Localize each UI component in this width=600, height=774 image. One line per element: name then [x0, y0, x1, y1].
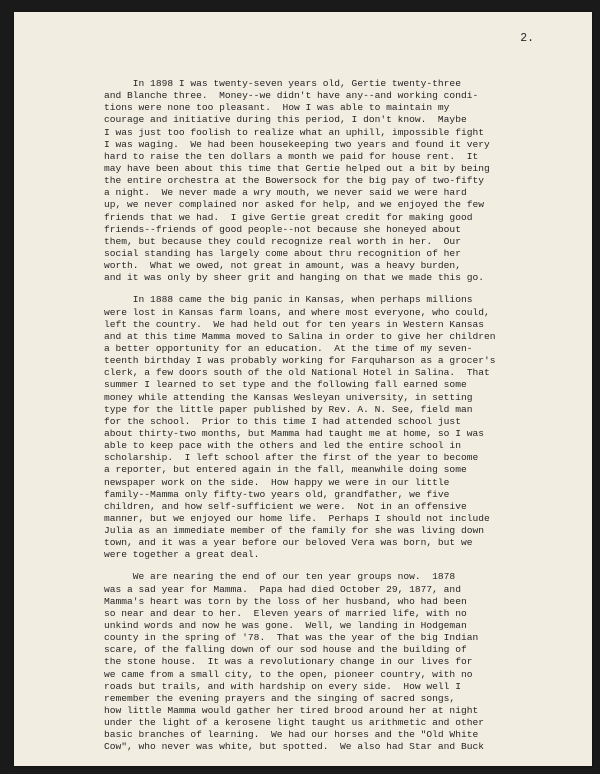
text-line: social standing has largely come about thru recognition of her [104, 247, 461, 259]
page-number: 2. [520, 32, 534, 45]
text-line: We are nearing the end of our ten year groups now. 1878 [104, 571, 456, 583]
text-line: summer I learned to set type and the following fall earned some [104, 379, 467, 391]
text-line: Julia as an immediate member of the family for she was living down [104, 525, 484, 537]
text-line: money while attending the Kansas Wesleyan university, in setting [104, 391, 473, 403]
text-line: Mamma's heart was torn by the loss of her husband, who had been [104, 595, 467, 607]
text-line: were lost in Kansas farm loans, and where most everyone, who could, [104, 306, 490, 318]
text-line: type for the little paper published by Rev. A. N. See, field man [104, 403, 473, 415]
text-line: In 1888 came the big panic in Kansas, when perhaps millions [104, 294, 473, 306]
text-line: for the school. Prior to this time I had attended school just [104, 415, 461, 427]
text-line: family--Mamma only fifty-two years old, grandfather, we five [104, 488, 450, 500]
text-line: worth. What we owed, not great in amount, was a heavy burden, [104, 260, 461, 272]
text-line: children, and how self-sufficient we were. Not in an offensive [104, 500, 467, 512]
text-line: hard to raise the ten dollars a month we paid for house rent. It [104, 150, 479, 162]
text-line: the stone house. It was a revolutionary change in our lives for [104, 656, 473, 668]
text-line: them, but because they could recognize real worth in her. Our [104, 235, 461, 247]
text-line: scholarship. I left school after the first of the year to become [104, 452, 479, 464]
paragraph-2 [104, 294, 564, 561]
text-line: may have been about this time that Gertie helped out a bit by being [104, 162, 490, 174]
document-body [104, 78, 564, 764]
text-line: able to keep pace with the others and led the entire school in [104, 440, 461, 452]
text-line: was a sad year for Mamma. Papa had died October 29, 1877, and [104, 583, 461, 595]
text-line: manner, but we enjoyed our home life. Perhaps I should not include [104, 512, 490, 524]
text-line: Cow", who never was white, but spotted. We also had Star and Buck [104, 741, 484, 753]
text-line: basic branches of learning. We had our horses and the "Old White [104, 729, 479, 741]
text-line: friends that we had. I give Gertie great credit for making good [104, 211, 473, 223]
text-line: a better opportunity for an education. At the time of my seven- [104, 342, 473, 354]
text-line: a night. We never made a wry mouth, we never said we were hard [104, 187, 467, 199]
text-line: unkind words and now he was gone. Well, we landing in Hodgeman [104, 620, 467, 632]
text-line: and it was only by sheer grit and hanging on that we made this go. [104, 272, 484, 284]
text-line: scare, of the falling down of our sod house and the building of [104, 644, 467, 656]
text-line: about thirty-two months, but Mamma had taught me at home, so I was [104, 427, 484, 439]
text-line: and at this time Mamma moved to Salina in order to give her children [104, 330, 496, 342]
document-page [14, 12, 592, 766]
text-line: friends--friends of good people--not because she honeyed about [104, 223, 461, 235]
text-line: how little Mamma would gather her tired brood around her at night [104, 705, 479, 717]
text-line: teenth birthday I was probably working for Farquharson as a grocer's [104, 355, 496, 367]
text-line: newspaper work on the side. How happy we were in our little [104, 476, 450, 488]
paragraph-3 [104, 571, 564, 753]
text-line: I was waging. We had been housekeeping two years and found it very [104, 138, 490, 150]
text-line: tions were none too pleasant. How I was able to maintain my [104, 102, 450, 114]
text-line: up, we never complained nor asked for help, and we enjoyed the few [104, 199, 484, 211]
text-line: so near and dear to her. Eleven years of married life, with no [104, 607, 467, 619]
text-line: courage and initiative during this period, I don't know. Maybe [104, 114, 467, 126]
text-line: I was just too foolish to realize what an uphill, impossible fight [104, 126, 484, 138]
text-line: county in the spring of '78. That was the year of the big Indian [104, 632, 479, 644]
text-line: clerk, a few doors south of the old National Hotel in Salina. That [104, 367, 490, 379]
text-line: In 1898 I was twenty-seven years old, Gertie twenty-three [104, 78, 461, 89]
text-line: we came from a small city, to the open, pioneer country, with no [104, 668, 473, 680]
text-line: remember the evening prayers and the singing of sacred songs, [104, 692, 456, 704]
text-line: and Blanche three. Money--we didn't have any--and working condi- [104, 90, 479, 102]
text-line: town, and it was a year before our beloved Vera was born, but we [104, 537, 473, 549]
paragraph-1 [104, 78, 564, 284]
text-line: were together a great deal. [104, 549, 260, 561]
text-line: left the country. We had held out for ten years in Western Kansas [104, 318, 484, 330]
text-line: the entire orchestra at the Bowersock for the big pay of two-fifty [104, 175, 484, 187]
text-line: under the light of a kerosene light taught us arithmetic and other [104, 717, 484, 729]
text-line: roads but trails, and with hardship on every side. How well I [104, 680, 461, 692]
text-line: a reporter, but entered again in the fall, meanwhile doing some [104, 464, 467, 476]
